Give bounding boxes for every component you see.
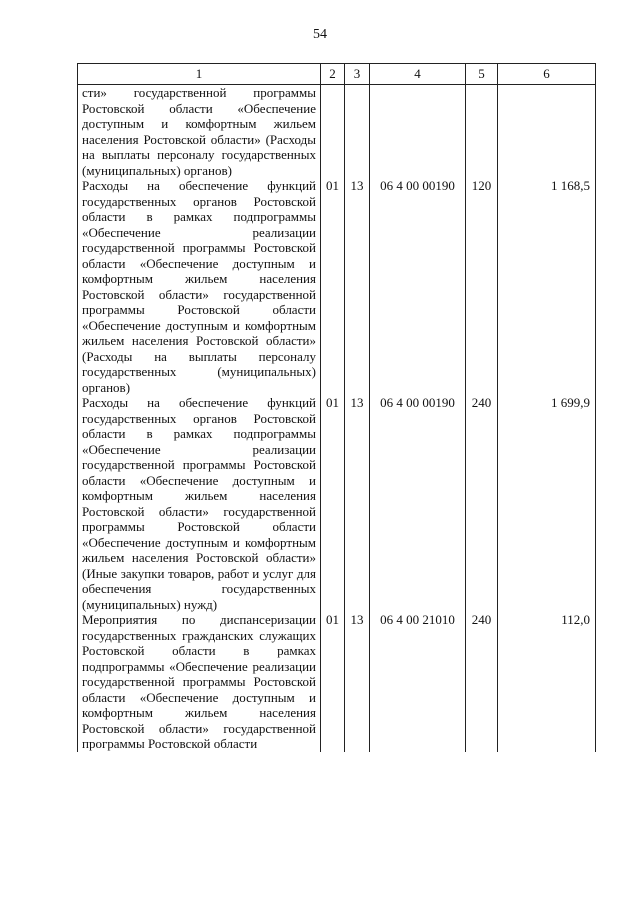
column-header-4: 4 (370, 64, 466, 85)
row-description: Расходы на обеспечение функций государственных органов Ростовской области в рамках подпрограммы «Обеспечение реализации государственной программы Ростовской области «Обеспечение доступным и комфортным жильем населения Ростовской области» государственной программы Ростовской области «Обеспечение доступным и комфортным жильем населения Ростовской области» (Расходы на выплаты персоналу государственных (муниципальных) органов) (78, 178, 321, 395)
row-subsection: 13 (345, 612, 370, 752)
column-header-6: 6 (498, 64, 596, 85)
row-expense-type: 240 (466, 395, 498, 612)
row-target-article: 06 4 00 00190 (370, 395, 466, 612)
row-amount (498, 85, 596, 179)
column-header-1: 1 (78, 64, 321, 85)
table-body (78, 85, 596, 752)
row-target-article: 06 4 00 00190 (370, 178, 466, 395)
row-section: 01 (321, 612, 345, 752)
header-row (78, 64, 596, 85)
row-description: Мероприятия по диспансеризации государственных гражданских служащих Ростовской области в рамках подпрограммы «Обеспечение реализации государственной программы Ростовской области «Обеспечение доступным и комфортным жильем населения Ростовской области» государственной программы Ростовской области (78, 612, 321, 752)
row-expense-type: 240 (466, 612, 498, 752)
row-amount: 112,0 (498, 612, 596, 752)
row-subsection: 13 (345, 395, 370, 612)
table-row (78, 612, 596, 752)
row-expense-type: 120 (466, 178, 498, 395)
column-header-5: 5 (466, 64, 498, 85)
row-amount: 1 168,5 (498, 178, 596, 395)
column-header-3: 3 (345, 64, 370, 85)
table-row (78, 178, 596, 395)
table-row (78, 85, 596, 179)
row-amount: 1 699,9 (498, 395, 596, 612)
page-number: 54 (313, 27, 327, 42)
table-header (78, 64, 596, 85)
row-target-article: 06 4 00 21010 (370, 612, 466, 752)
column-header-2: 2 (321, 64, 345, 85)
row-description: Расходы на обеспечение функций государственных органов Ростовской области в рамках подпрограммы «Обеспечение реализации государственной программы Ростовской области «Обеспечение доступным и комфортным жильем населения Ростовской области» государственной программы Ростовской области «Обеспечение доступным и комфортным жильем населения Ростовской области» (Иные закупки товаров, работ и услуг для обеспечения государственных (муниципальных) нужд) (78, 395, 321, 612)
row-target-article (370, 85, 466, 179)
row-expense-type (466, 85, 498, 179)
row-section: 01 (321, 395, 345, 612)
table-row (78, 395, 596, 612)
row-subsection: 13 (345, 178, 370, 395)
row-section: 01 (321, 178, 345, 395)
row-section (321, 85, 345, 179)
budget-table (77, 63, 596, 752)
row-subsection (345, 85, 370, 179)
row-description: сти» государственной программы Ростовской области «Обеспечение доступным и комфортным жильем населения Ростовской области» (Расходы на выплаты персоналу государственных (муниципальных) органов) (78, 85, 321, 179)
